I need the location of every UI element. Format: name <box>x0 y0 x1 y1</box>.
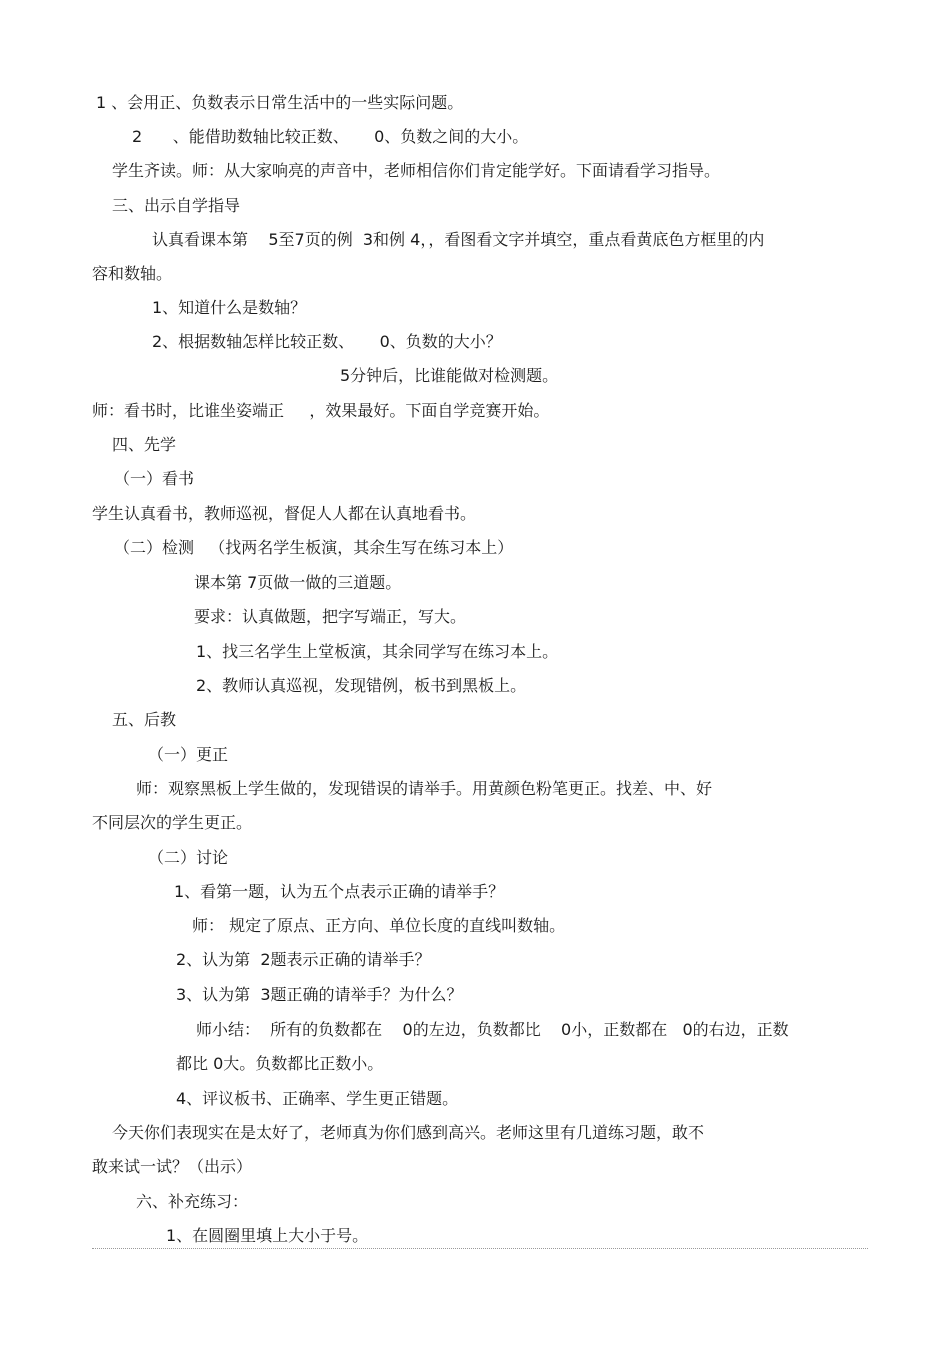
text-line: 2、教师认真巡视，发现错例，板书到黑板上。 <box>196 676 527 695</box>
text-line: 4、评议板书、正确率、学生更正错题。 <box>176 1089 459 1108</box>
section-heading: 四、先学 <box>112 435 177 454</box>
text-line: 1、知道什么是数轴？ <box>152 298 307 317</box>
text-line: 1 、会用正、负数表示日常生活中的一些实际问题。 <box>96 93 464 112</box>
text-line: 都比 0大。负数都比正数小。 <box>176 1054 384 1073</box>
section-heading: 六、补充练习： <box>136 1192 249 1211</box>
text-line: 3、认为第 3题正确的请举手？为什么？ <box>176 985 463 1004</box>
text-line: 敢来试一试？（出示） <box>92 1157 253 1176</box>
text-line: 2 、能借助数轴比较正数、 0、负数之间的大小。 <box>132 127 529 146</box>
text-line: 1、看第一题，认为五个点表示正确的请举手？ <box>174 882 505 901</box>
page-divider <box>92 1248 868 1249</box>
section-heading: 五、后教 <box>112 710 177 729</box>
subsection-heading: （二）检测 （找两名学生板演，其余生写在练习本上） <box>114 538 514 557</box>
text-line: 认真看课本第 5至7页的例 3和例 4，，看图看文字并填空，重点看黄底色方框里的内 <box>152 230 765 249</box>
text-line: 师小结： 所有的负数都在 0的左边，负数都比 0小，正数都在 0的右边，正数 <box>196 1020 789 1039</box>
text-line: 学生认真看书，教师巡视，督促人人都在认真地看书。 <box>92 504 477 523</box>
text-line: 5分钟后，比谁能做对检测题。 <box>340 366 559 385</box>
text-line: 不同层次的学生更正。 <box>92 813 253 832</box>
text-line: 要求：认真做题，把字写端正，写大。 <box>194 607 467 626</box>
text-line: 师：看书时，比谁坐姿端正 ，效果最好。下面自学竞赛开始。 <box>92 401 550 420</box>
subsection-heading: （二）讨论 <box>148 848 229 867</box>
text-line: 容和数轴。 <box>92 264 173 283</box>
text-line: 师：观察黑板上学生做的，发现错误的请举手。用黄颜色粉笔更正。找差、中、好 <box>136 779 713 798</box>
text-line: 师： 规定了原点、正方向、单位长度的直线叫数轴。 <box>192 916 566 935</box>
text-line: 今天你们表现实在是太好了，老师真为你们感到高兴。老师这里有几道练习题，敢不 <box>112 1123 705 1142</box>
text-line: 2、根据数轴怎样比较正数、 0、负数的大小？ <box>152 332 502 351</box>
subsection-heading: （一）看书 <box>114 469 195 488</box>
text-line: 1、在圆圈里填上大小于号。 <box>166 1226 369 1245</box>
text-line: 2、认为第 2题表示正确的请举手？ <box>176 950 431 969</box>
section-heading: 三、出示自学指导 <box>112 196 241 215</box>
text-line: 1、找三名学生上堂板演，其余同学写在练习本上。 <box>196 642 559 661</box>
subsection-heading: （一）更正 <box>148 745 229 764</box>
text-line: 学生齐读。师：从大家响亮的声音中，老师相信你们肯定能学好。下面请看学习指导。 <box>112 161 721 180</box>
text-line: 课本第 7页做一做的三道题。 <box>194 573 402 592</box>
